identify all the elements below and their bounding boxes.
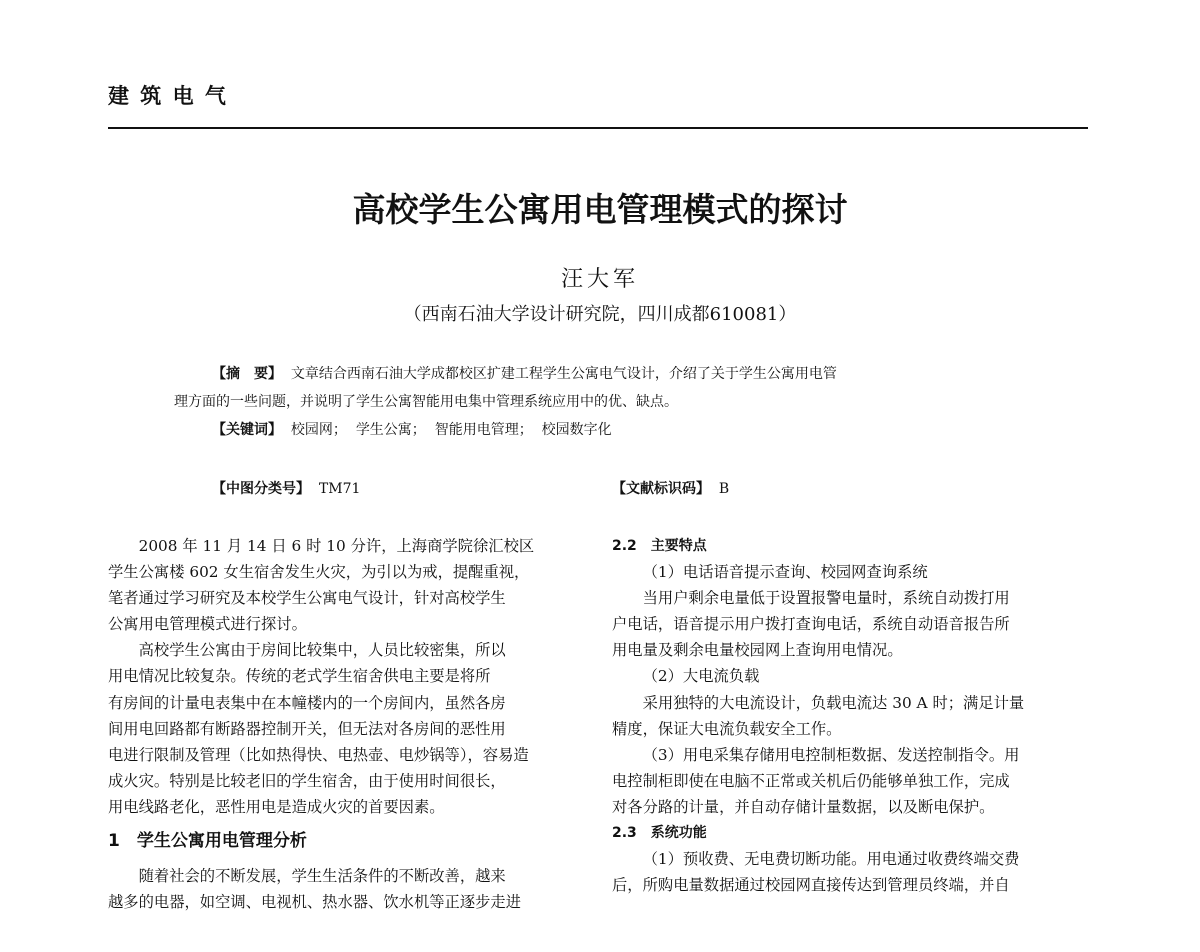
clc-classification (212, 478, 360, 498)
keyword: 校园网； (290, 422, 347, 438)
body-line: 户电话，语音提示用户拨打查询电话，系统自动语音报告所 (612, 615, 1010, 634)
journal-header: 建 筑 电 气 (108, 84, 228, 108)
abstract-text-2: 理方面的一些问题，并说明了学生公寓智能用电集中管理系统应用中的优、缺点。 (174, 394, 678, 410)
article-author: 汪大军 (560, 267, 639, 292)
body-line: （2）大电流负载 (642, 667, 760, 686)
subsection-heading-2-3: 2.3 系统功能 (612, 825, 707, 842)
keyword: 学生公寓； (355, 422, 426, 438)
body-line: 成火灾。特别是比较老旧的学生宿舍，由于使用时间很长， (108, 771, 506, 790)
keyword: 智能用电管理； (434, 422, 533, 438)
body-line: 笔者通过学习研究及本校学生公寓电气设计，针对高校学生 (108, 589, 506, 608)
body-line: 精度，保证大电流负载安全工作。 (612, 719, 842, 738)
subsection-heading-2-2: 2.2 主要特点 (612, 538, 707, 554)
abstract-line-2 (174, 388, 837, 416)
keyword: 校园数字化 (541, 422, 612, 438)
body-line: 有房间的计量电表集中在本幢楼内的一个房间内，虽然各房 (108, 693, 506, 712)
body-line: 当用户剩余电量低于设置报警电量时，系统自动拨打用 (642, 589, 1010, 608)
clc-value: TM71 (318, 481, 361, 497)
body-line: （3）用电采集存储用电控制柜数据、发送控制指令。用 (642, 745, 1020, 764)
keywords-label: 【关键词】 (212, 422, 282, 438)
body-line: （1）预收费、无电费切断功能。用电通过收费终端交费 (642, 850, 1020, 869)
body-line: 学生公寓楼 602 女生宿舍发生火灾，为引以为戒，提醒重视， (108, 563, 530, 582)
clc-label: 【中图分类号】 (212, 481, 310, 497)
left-column (108, 533, 590, 915)
body-line: 用电情况比较复杂。传统的老式学生宿舍供电主要是将所 (108, 667, 491, 686)
abstract-block (174, 360, 837, 444)
article-title: 高校学生公寓用电管理模式的探讨 (352, 190, 848, 229)
body-line: 公寓用电管理模式进行探讨。 (108, 615, 307, 634)
body-line: 2008 年 11 月 14 日 6 时 10 分许，上海商学院徐汇校区 (138, 537, 535, 555)
abstract-text-1: 文章结合西南石油大学成都校区扩建工程学生公寓电气设计，介绍了关于学生公寓用电管 (290, 366, 837, 382)
doc-value: B (718, 481, 730, 497)
body-line: 后，所购电量数据通过校园网直接传达到管理员终端，并自 (612, 876, 1010, 895)
body-line: 对各分路的计量，并自动存储计量数据，以及断电保护。 (612, 797, 995, 816)
doc-label: 【文献标识码】 (612, 481, 710, 497)
document-code (612, 478, 729, 498)
body-line: （1）电话语音提示查询、校园网查询系统 (642, 563, 928, 582)
body-line: 采用独特的大电流设计，负载电流达 30 A 时；满足计量 (642, 693, 1025, 712)
body-line: 高校学生公寓由于房间比较集中，人员比较密集，所以 (138, 641, 506, 660)
body-line: 间用电回路都有断路器控制开关，但无法对各房间的恶性用 (108, 719, 506, 738)
body-line: 越多的电器，如空调、电视机、热水器、饮水机等正逐步走进 (108, 893, 522, 912)
body-line: 用电量及剩余电量校园网上查询用电情况。 (612, 641, 903, 660)
section-heading-1: 1 学生公寓用电管理分析 (108, 831, 307, 852)
right-column (612, 533, 1094, 898)
keywords-line (174, 416, 837, 444)
abstract-label: 【摘 要】 (212, 366, 282, 382)
body-line: 电控制柜即使在电脑不正常或关机后仍能够单独工作，完成 (612, 771, 1010, 790)
author-affiliation: （西南石油大学设计研究院，四川成都610081） (403, 304, 797, 325)
body-line: 电进行限制及管理（比如热得快、电热壶、电炒锅等），容易造 (108, 745, 529, 764)
body-line: 随着社会的不断发展，学生生活条件的不断改善，越来 (138, 867, 506, 886)
abstract-line-1 (174, 360, 837, 388)
header-rule (108, 127, 1088, 129)
body-line: 用电线路老化，恶性用电是造成火灾的首要因素。 (108, 797, 445, 816)
